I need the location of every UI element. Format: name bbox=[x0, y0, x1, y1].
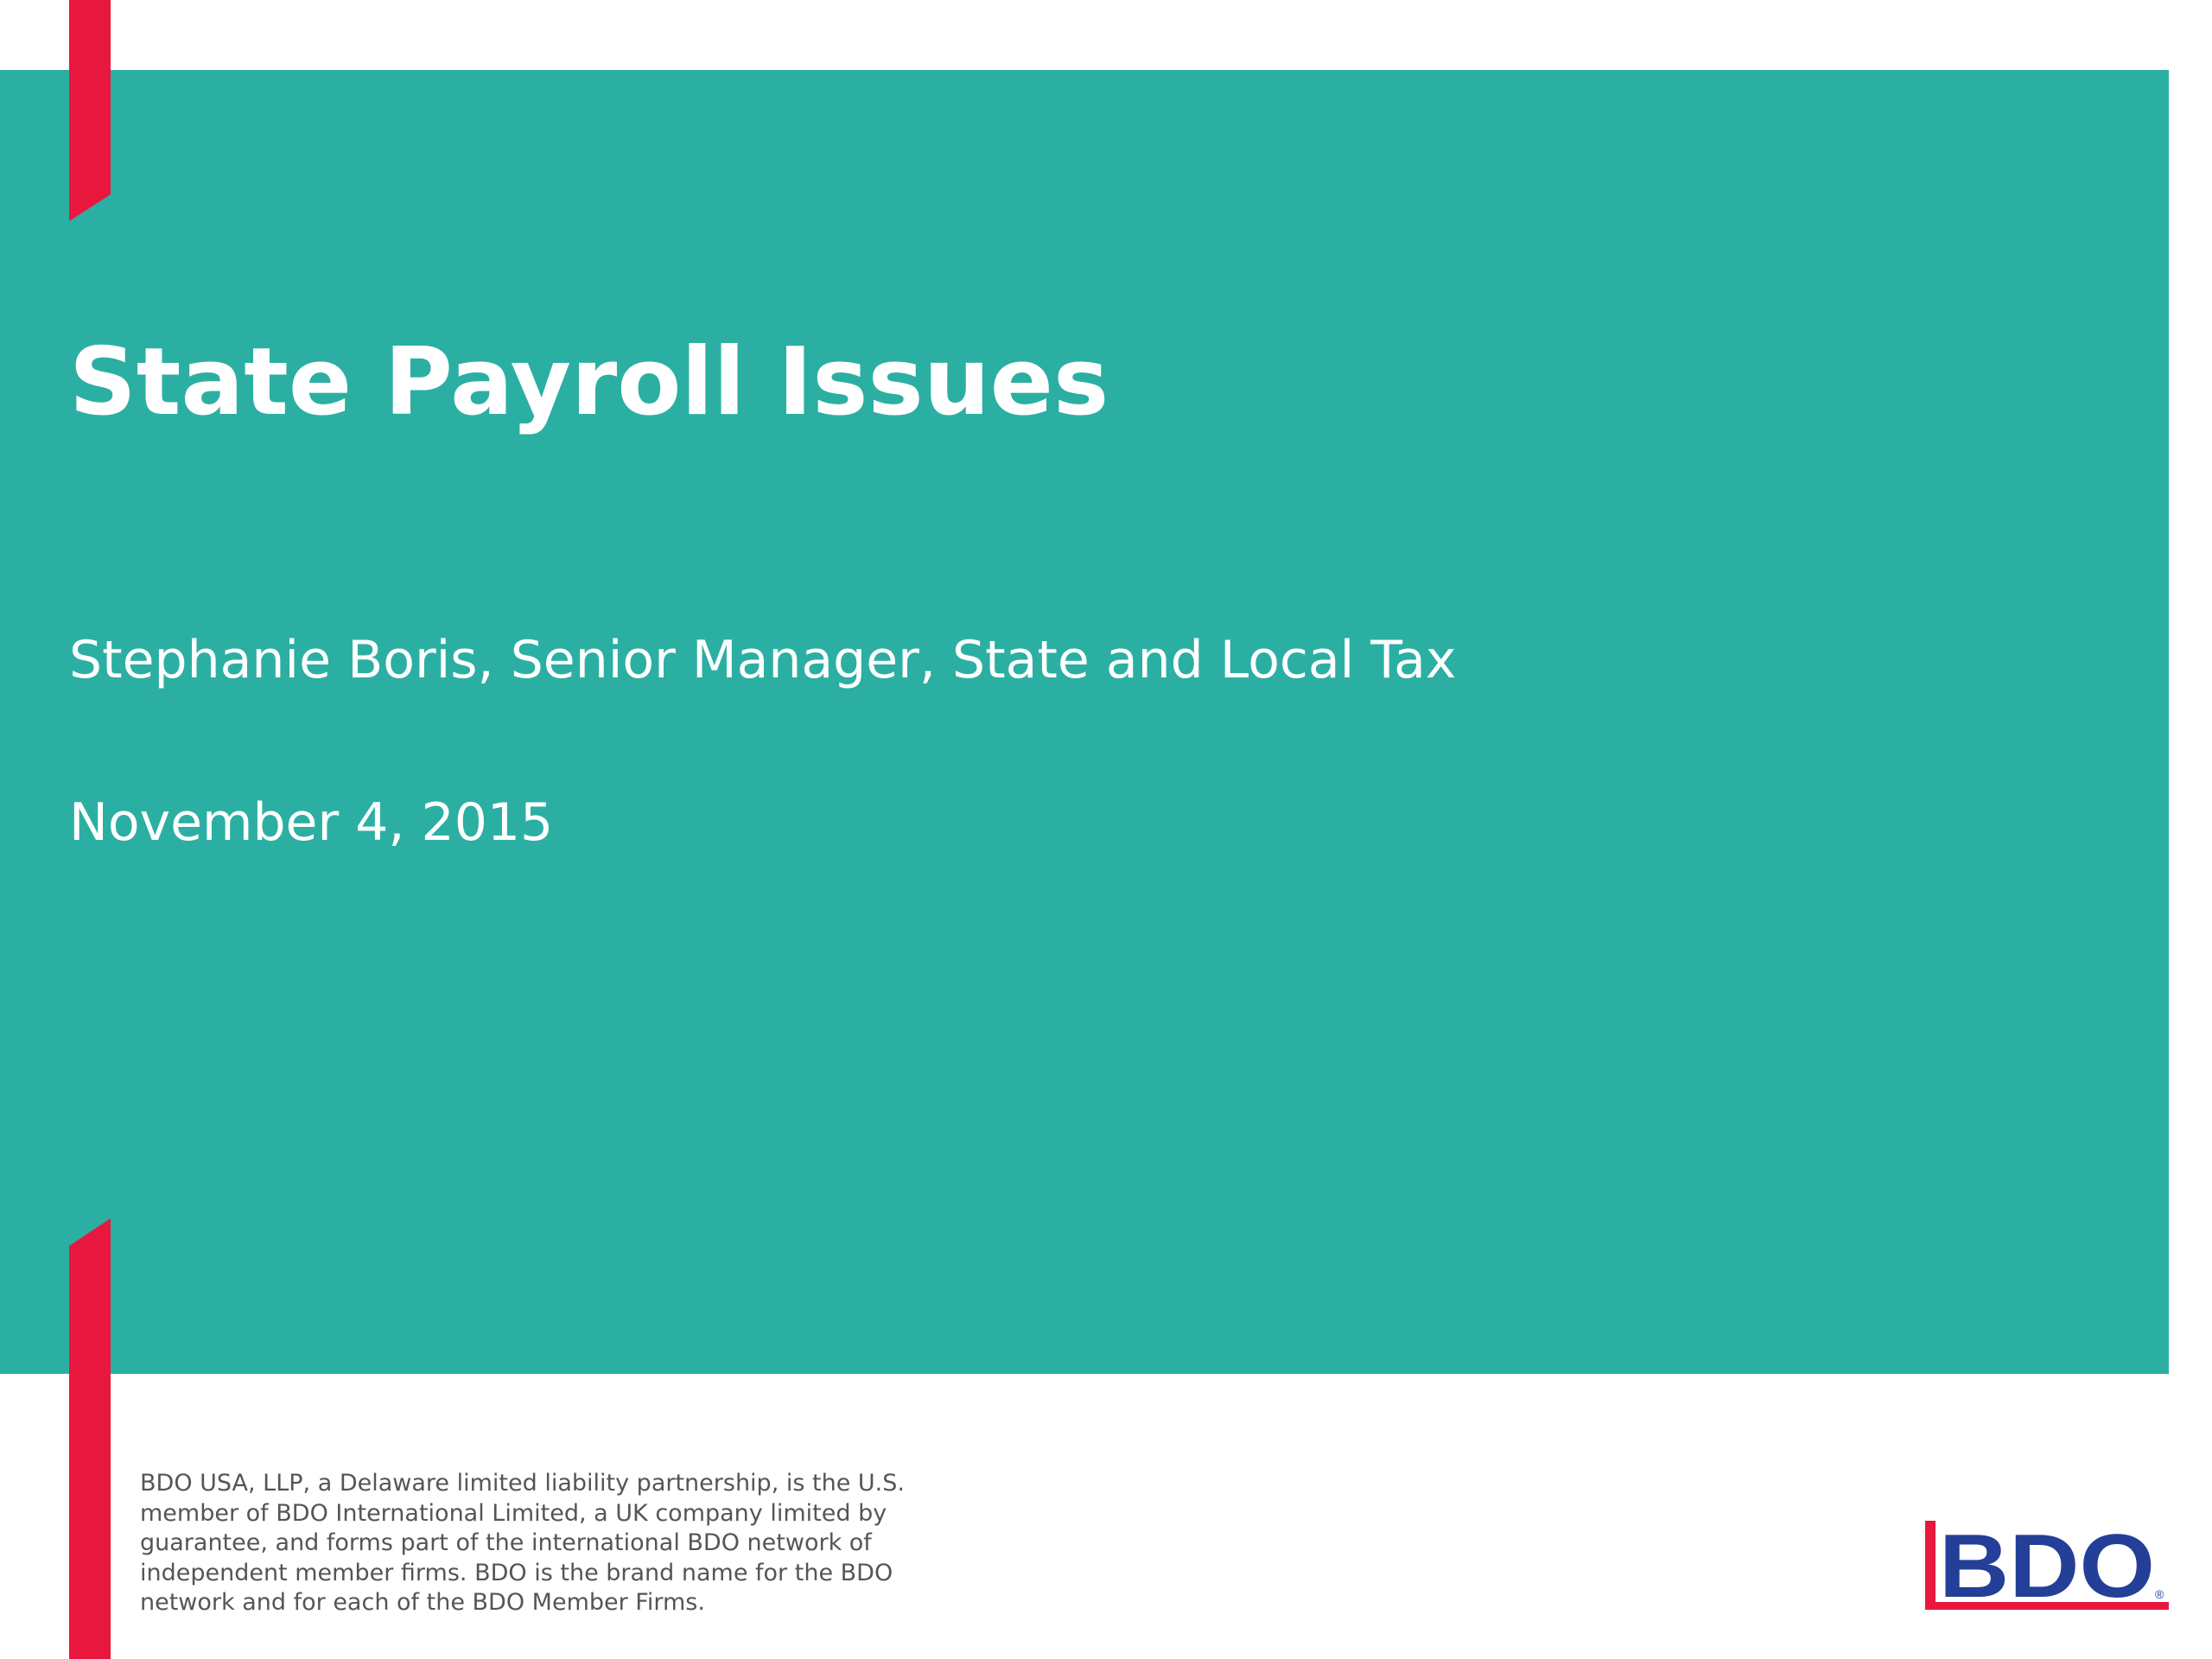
title-panel bbox=[0, 70, 2169, 1374]
bottom-accent-bar bbox=[69, 1218, 111, 1659]
slide-title: State Payroll Issues bbox=[69, 328, 1109, 436]
presentation-date: November 4, 2015 bbox=[69, 792, 554, 853]
logo-red-bar bbox=[1925, 1521, 1936, 1607]
disclaimer-line: member of BDO International Limited, a UK company limited by bbox=[140, 1499, 887, 1527]
disclaimer-line: independent member firms. BDO is the brand name for the BDO bbox=[140, 1559, 893, 1586]
logo-registered-mark: ® bbox=[2155, 1587, 2164, 1601]
disclaimer-line: guarantee, and forms part of the international BDO network of bbox=[140, 1529, 872, 1556]
bdo-logo bbox=[1925, 1519, 2169, 1614]
legal-disclaimer bbox=[140, 1469, 918, 1618]
top-accent-bar bbox=[69, 0, 111, 221]
presenter-line: Stephanie Boris, Senior Manager, State and Local Tax bbox=[69, 630, 1457, 690]
disclaimer-line: BDO USA, LLP, a Delaware limited liability partnership, is the U.S. bbox=[140, 1470, 905, 1497]
logo-wordmark: BDO bbox=[1939, 1519, 2155, 1614]
disclaimer-line: network and for each of the BDO Member Firms. bbox=[140, 1589, 705, 1616]
